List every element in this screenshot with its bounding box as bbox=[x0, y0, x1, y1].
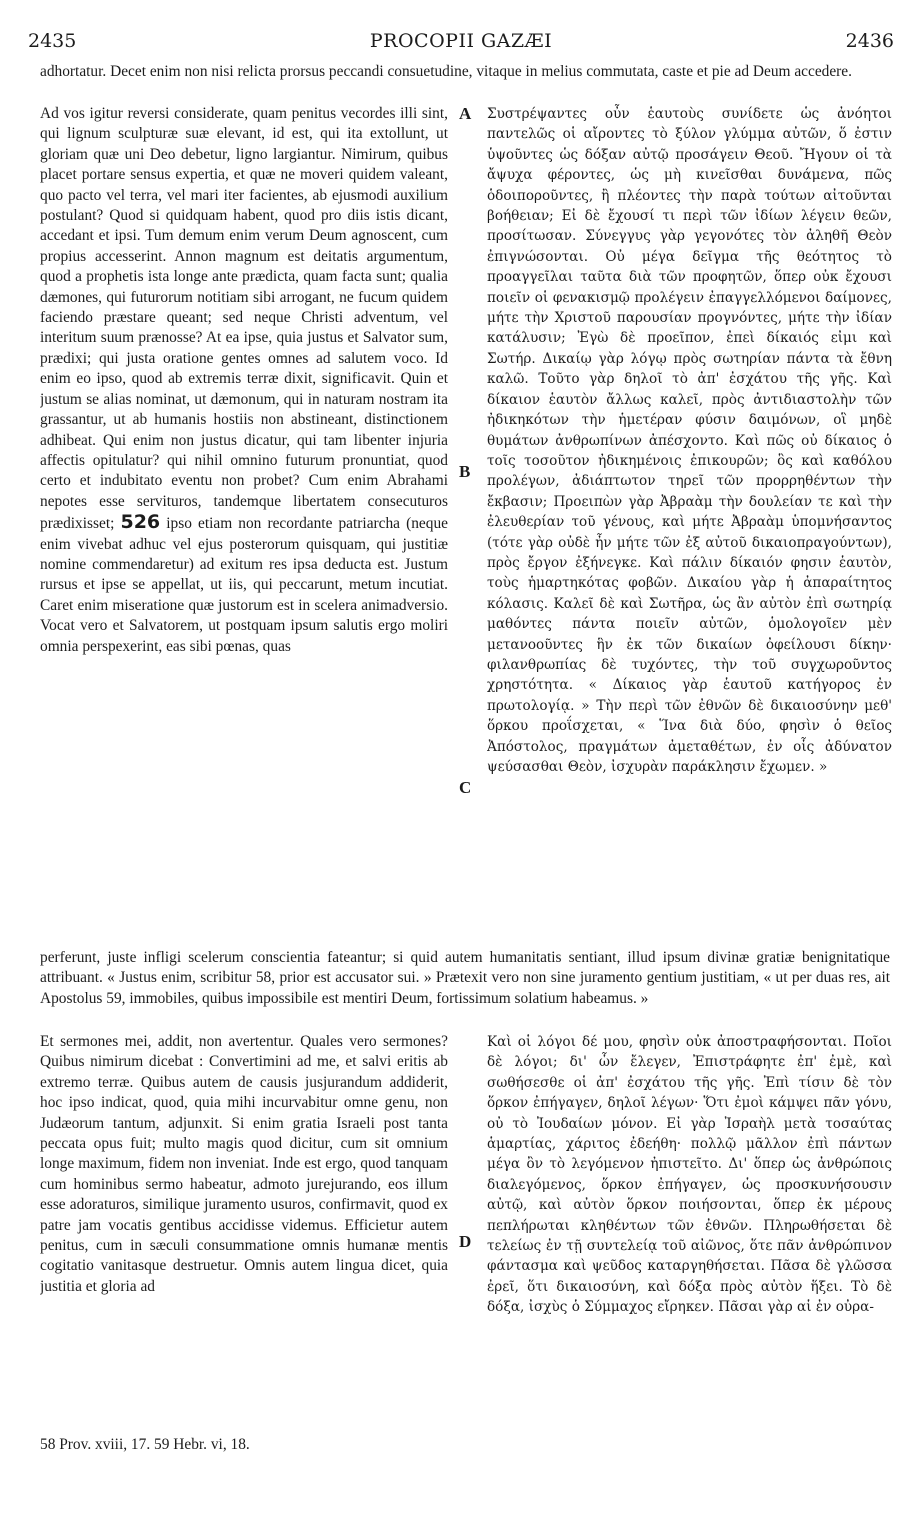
latin-column-1 bbox=[40, 104, 448, 944]
latin-text-1: Ad vos igitur reversi considerate, quam penitus vecordes illi sint, qui lignum sculpturæ suæ elevant, id est, qui ita extollunt, ut gloriam quæ uni Deo debetur, ligno largiantur. Nimirum, quibus placet portare sensus expertia, et quæ ne moveri quidem valeant, quo pacto vel terra, vel mari iter facientes, ab ejusmodi auxilium postulant? Quod si quidquam habent, quod pro diis istis dicant, accedant et ipsi. Tum demum enim verum Deum agnoscent, cum propius accesserint. Annon magnum est deitatis argumentum, quod a prophetis ista longe ante prædicta, quam facta sunt; qualia dæmones, qui futurorum notitiam sibi arrogant, ne fucum quidem faciendo præstare queant; sed neque Christi adventum, vel interitum suum prænosse? At ea ipse, quia justus et Salvator sum, prædixi; qui justa oratione gentes omnes ad salutem voco. Id enim eo ipso, quod ab extremis terræ dixit, significavit. Quin et justum se alias nominat, ut dæmonum, qui in naturam nostram ita grassantur, ut ab humanis hostiis non abstineant, distinctionem adhibeat. Qui enim non justus dicatur, qui tam libenter injuria affectis opitulatur? qui nihil omnino futurum pronuntiat, quod certo et indubitato eventu non probet? Cum enim Abrahami nepotes esse servituros, tandemque libertatem consecuturos prædixisset; bbox=[40, 105, 448, 533]
latin-column-2: Et sermones mei, addit, non avertentur. Quales vero sermones? Quibus nimirum dicebat : Convertimini ad me, et salvi eritis ab extremo terræ. Quibus autem de causis jusjurandum addiderit, hoc ipso indicat, quod, quia mihi incurvabitur omne genu, non Judæorum tantum, adjunxit. Si enim gratia Israeli post tanta peccata opus fuit; multo magis quod dicitur, cum sit omnium longe maximum, fidem non inveniat. Inde est ergo, quod tanquam cum hominibus sermo habeatur, admoto jurejurando, eos illum esse adoraturos, similique juramento usuros, confirmavit, quod ex patre jam vocatis gentibus accidisse videmus. Efficietur autem penitus, cum in sæculi consummatione omnis humanæ mentis cogitatio vanitasque destruetur. Omnis autem lingua dicet, quia justitia et gloria ad bbox=[40, 1033, 448, 1295]
running-title: PROCOPII GAZÆI bbox=[369, 30, 553, 52]
full-width-paragraph: perferunt, juste infligi scelerum conscientia fateantur; si quid autem humanitatis sentiant, illud ipsum divinæ gratiæ benignitatique attribuant. « Justus enim, scribitur 58, prior est accusator sui. » Prætexit vero non sine juramento gentium justitiam, « ut per duas res, ait Apostolus 59, immobiles, quibus impossibile est mentiri Deum, fortissimum solatium habeamus. » bbox=[40, 949, 890, 1007]
margin-marker-b: B bbox=[459, 462, 471, 481]
page-header bbox=[28, 30, 894, 56]
column-number: 526 bbox=[120, 511, 161, 534]
page-number-right: 2436 bbox=[845, 30, 894, 52]
margin-marker-c: C bbox=[459, 778, 472, 797]
latin-text-1b: ipso etiam non recordante patriarcha (neque enim vivebat adhuc vel ejus posterorum quisquam, qui justitiæ nomine commendaretur) ad exitum res ipsa deducta est. Justum rursus et ipse se appellat, ut iis, qui peccarunt, metum incutiat. Caret enim miseratione quæ justorum est in scelera animadversio. Vocat vero et Salvatorem, ut postquam ipsum salutis ergo moliri omnia perspexerint, eas sibi pœnas, quas bbox=[40, 515, 448, 655]
footnotes: 58 Prov. xviii, 17. 59 Hebr. vi, 18. bbox=[40, 1436, 250, 1453]
margin-marker-d: D bbox=[459, 1232, 472, 1251]
margin-marker-a: A bbox=[459, 104, 472, 123]
greek-column-1: Συστρέψαντες οὖν ἑαυτοὺς συνίδετε ὡς ἀνόητοι παντελῶς οἱ αἴροντες τὸ ξύλον γλύμμα αὐτῶν, ὅ ἐστιν ὑψοῦντες ὡς δόξαν αὐτῷ προσάγειν Θεοῦ. Ἤγουν οἱ τὰ ἄψυχα φέροντες, ὡς μὴ κινεῖσθαι δυνάμενα, πῶς ὁδοιποροῦντες, ἢ πλέοντες τὴν παρὰ τούτων αἰτοῦνται βοήθειαν; Εἰ δὲ ἔχουσί τι περὶ τῶν ἰδίων λέγειν θεῶν, προσίτωσαν. Σύνεγγυς γὰρ γεγονότες τὸν ἀληθῆ Θεὸν ἐπιγνώσονται. Οὐ μέγα δεῖγμα τῆς θεότητος τὸ προαγγεῖλαι ταῦτα διὰ τῶν προφητῶν, ὅπερ οὐκ ἔχουσι ποιεῖν οἱ φενακισμῷ προλέγειν ἐπαγγελλόμενοι δαίμονες, μήτε τὴν Χριστοῦ παρουσίαν προγνόντες, μήτε τὴν ἰδίαν κατάλυσιν; Ἐγὼ δὲ προεῖπον, ἐπεὶ δίκαιός εἰμι καὶ Σωτήρ. Δικαίῳ γὰρ λόγῳ πρὸς σωτηρίαν πάντα τὰ ἔθνη καλῶ. Τοῦτο γὰρ δηλοῖ τὸ ἀπ' ἐσχάτου τῆς γῆς. Καὶ δίκαιον ἑαυτὸν ἄλλως καλεῖ, πρὸς ἀντιδιαστολὴν τῶν ἠδικηκότων τὴν ἡμετέραν φύσιν δαιμόνων, οἳ μηδὲ θυμάτων ἀνθρωπίνων ἀπέσχοντο. Καὶ πῶς οὐ δίκαιος ὁ τοῖς τοσοῦτον ἠδικημένοις ἐπικουρῶν; ὃς καὶ καθόλου προλέγων, ἀδιάπτωτον τηρεῖ τῶν προρρηθέντων τὴν ἔκβασιν; Προειπὼν γὰρ Ἀβραὰμ τὴν δουλείαν τε καὶ τὴν ἐλευθερίαν τοῦ γένους, καὶ μήτε Ἀβραὰμ ὑπομνήσαντος (τότε γὰρ οὐδὲ ἦν μήτε τῶν ἐξ αὐτοῦ δικαιοπραγούντων), πρὸς ἔργον ἐξήνεγκε. Καὶ πάλιν δίκαιόν φησιν ἑαυτὸν, τοὺς ἡμαρτηκότας φοβῶν. Δικαίου γὰρ ἡ ἀπαραίτητος κόλασις. Καλεῖ δὲ καὶ Σωτῆρα, ὡς ἂν αὐτὸν ἐπὶ σωτηρίᾳ μαθόντες πάντα ποιεῖν αὐτῶν, ὁμολογοῖεν μὲν μετανοοῦντες ἣν ἐκ τῶν δικαίων ὀφείλουσι δίκην· φιλανθρωπίας δὲ τυχόντες, τὴν τοῦ συγχωροῦντος χρηστότητα. « Δίκαιος γὰρ ἑαυτοῦ κατήγορος ἐν πρωτολογίᾳ. » Τὴν περὶ τῶν ἐθνῶν δὲ δικαιοσύνην μεθ' ὅρκου προΐσχεται, « Ἵνα διὰ δύο, φησὶν ὁ θεῖος Ἀπόστολος, πραγμάτων ἀμεταθέτων, ἐν οἷς ἀδύνατον ψεύσασθαι Θεὸν, ἰσχυρὰν παράκλησιν ἔχωμεν. » bbox=[487, 106, 892, 775]
opening-paragraph: adhortatur. Decet enim non nisi relicta prorsus peccandi consuetudine, vitaque in melius commutata, caste et pie ad Deum accedere. bbox=[40, 63, 852, 80]
greek-column-2: Καὶ οἱ λόγοι δέ μου, φησὶν οὐκ ἀποστραφήσονται. Ποῖοι δὲ λόγοι; δι' ὧν ἔλεγεν, Ἐπιστράφητε ἐπ' ἐμὲ, καὶ σωθήσεσθε οἱ ἀπ' ἐσχάτου τῆς γῆς. Ἐπὶ τίσιν δὲ τὸν ὅρκον ἐπήγαγεν, δηλοῖ λέγων· Ὅτι ἐμοὶ κάμψει πᾶν γόνυ, οὐ τὸ Ἰουδαίων μόνον. Εἰ γὰρ Ἰσραὴλ μετὰ τοσαύτας ἁμαρτίας, χάριτος ἐδεήθη· πολλῷ μᾶλλον ἐπὶ πάντων μέγα ὂν τὸ λεγόμενον ἠπιστεῖτο. Δι' ὅπερ ὡς ἀνθρώποις διαλεγόμενος, ὅρκον ἐπήγαγεν, ὡς προσκυνήσουσιν αὐτῷ, καὶ αὐτὸν ὅρκον ποιήσονται, ὅπερ ἐκ μέρους πεπλήρωται κληθέντων τῶν ἐθνῶν. Πληρωθήσεται δὲ τελείως ἐν τῇ συντελείᾳ τοῦ αἰῶνος, ὅτε πᾶν ἀνθρώπινον φάντασμα καὶ ψεῦδος καταργηθήσεται. Πᾶσα δὲ γλῶσσα ἐρεῖ, ὅτι δικαιοσύνη, καὶ δόξα πρὸς αὐτὸν ἥξει. Τὸ δὲ δόξα, ἰσχὺς ὁ Σύμμαχος εἴρηκεν. Πᾶσαι γὰρ αἱ ἐν οὐρα- bbox=[487, 1034, 892, 1316]
page-number-left: 2435 bbox=[28, 30, 77, 52]
